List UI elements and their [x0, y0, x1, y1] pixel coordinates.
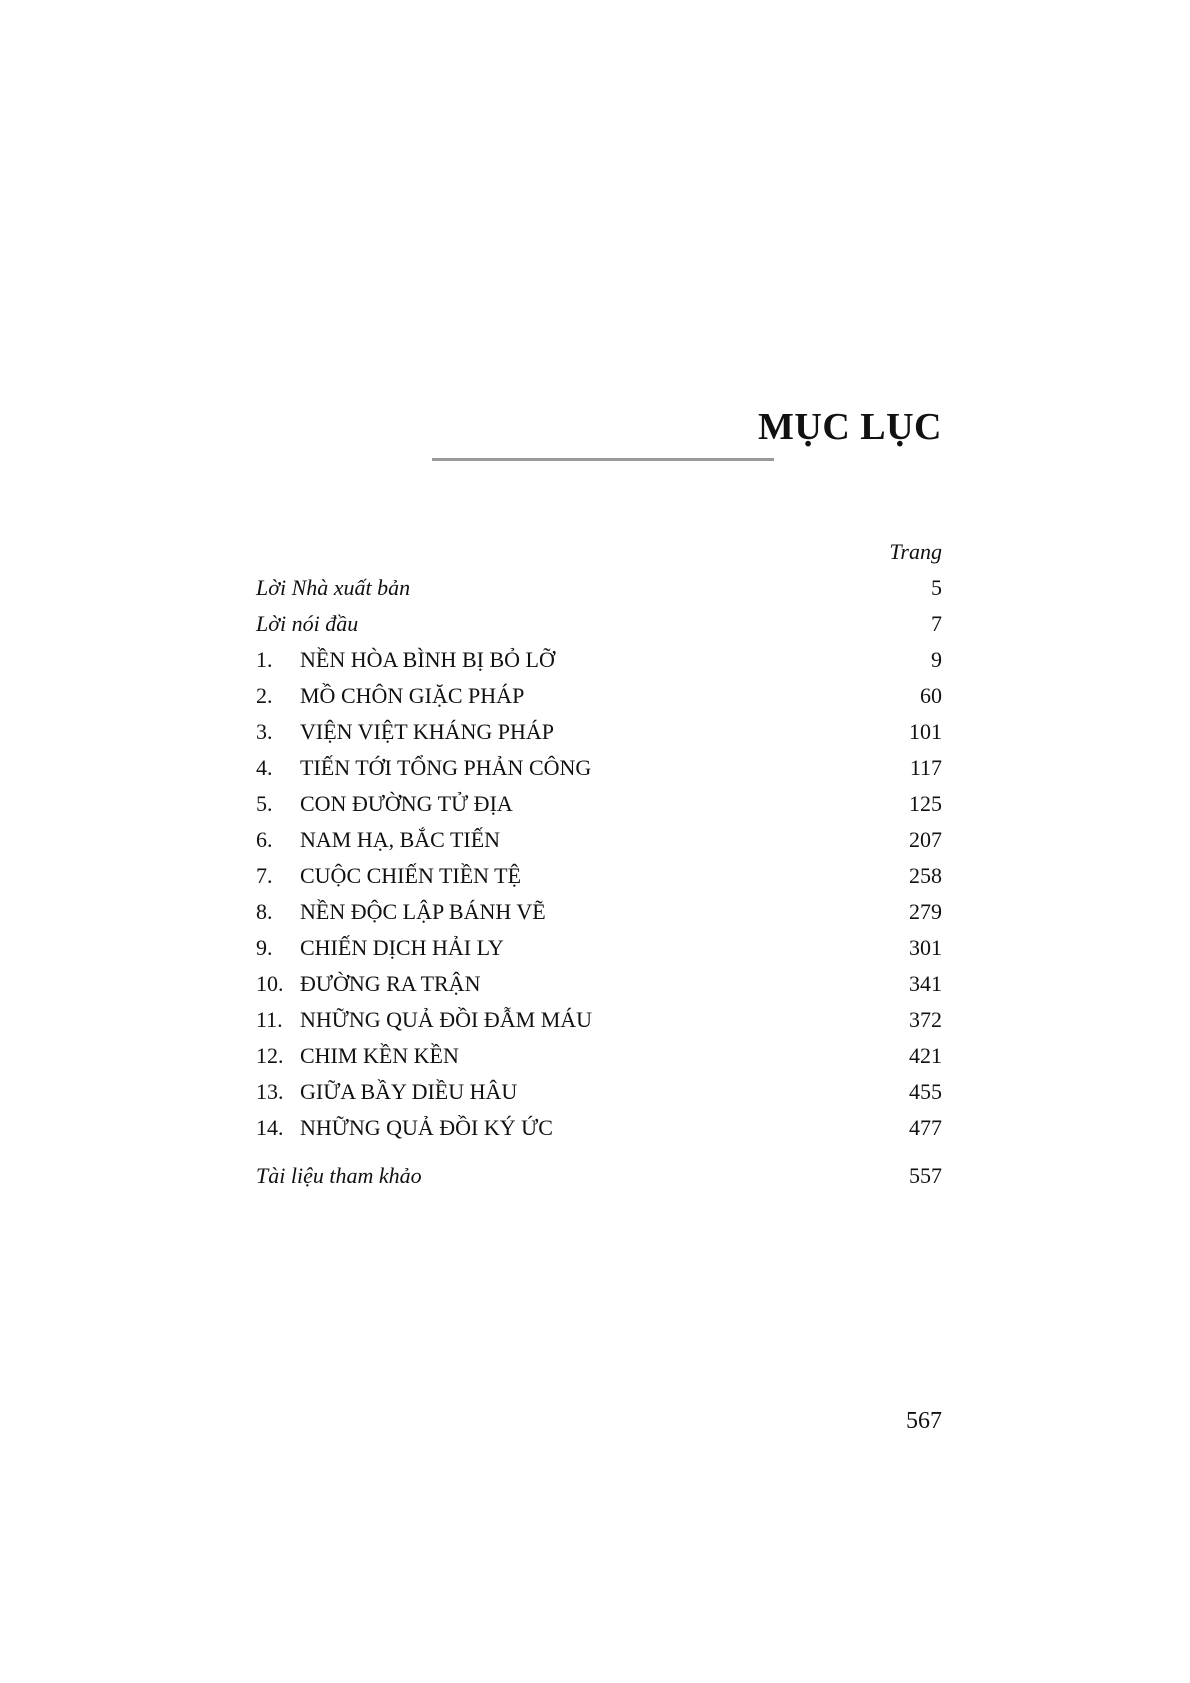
- chapter-page: 372: [909, 1007, 942, 1032]
- toc-entry-page: 7: [931, 611, 942, 636]
- chapter-title: CUỘC CHIẾN TIỀN TỆ: [300, 863, 522, 888]
- toc-chapter-1: [256, 642, 942, 678]
- chapter-title: CHIẾN DỊCH HẢI LY: [300, 935, 504, 960]
- chapter-title: CHIM KỀN KỀN: [300, 1043, 459, 1068]
- chapter-number: 7.: [256, 863, 273, 888]
- chapter-title: NHỮNG QUẢ ĐỒI KÝ ỨC: [300, 1115, 553, 1140]
- toc-chapter-3: [256, 714, 942, 750]
- chapter-title: MỒ CHÔN GIẶC PHÁP: [300, 683, 525, 708]
- chapter-number: 9.: [256, 935, 273, 960]
- chapter-number: 4.: [256, 755, 273, 780]
- toc-chapter-7: [256, 858, 942, 894]
- chapter-number: 6.: [256, 827, 273, 852]
- toc-entry-label: Tài liệu tham khảo: [256, 1163, 422, 1188]
- chapter-number: 8.: [256, 899, 273, 924]
- chapter-page: 101: [909, 719, 942, 744]
- toc-chapter-13: [256, 1074, 942, 1110]
- toc-chapter-6: [256, 822, 942, 858]
- chapter-number: 1.: [256, 647, 273, 672]
- chapter-title: VIỆN VIỆT KHÁNG PHÁP: [300, 719, 555, 744]
- page-number: 567: [906, 1408, 942, 1434]
- chapter-number: 10.: [256, 971, 284, 996]
- toc-entry-front-2: [256, 606, 942, 642]
- toc-chapter-4: [256, 750, 942, 786]
- chapter-page: 341: [909, 971, 942, 996]
- chapter-page: 279: [909, 899, 942, 924]
- toc-entry-page: 557: [909, 1163, 942, 1188]
- toc-chapter-5: [256, 786, 942, 822]
- toc-entry-front-1: [256, 570, 942, 606]
- chapter-title: NHỮNG QUẢ ĐỒI ĐẪM MÁU: [300, 1007, 593, 1032]
- chapter-number: 3.: [256, 719, 273, 744]
- toc-chapter-11: [256, 1002, 942, 1038]
- chapter-page: 207: [909, 827, 942, 852]
- title-underline: [432, 458, 774, 461]
- toc-chapter-2: [256, 678, 942, 714]
- toc-entry-label: Lời Nhà xuất bản: [256, 575, 411, 600]
- toc-entry-back-1: [256, 1158, 942, 1194]
- chapter-title: TIẾN TỚI TỔNG PHẢN CÔNG: [300, 755, 592, 780]
- chapter-number: 14.: [256, 1115, 284, 1140]
- chapter-page: 301: [909, 935, 942, 960]
- toc-entry-page: 5: [931, 575, 942, 600]
- toc-entry-label: Lời nói đầu: [256, 611, 359, 636]
- toc-chapter-14: [256, 1110, 942, 1146]
- chapter-title: NỀN ĐỘC LẬP BÁNH VẼ: [300, 899, 546, 924]
- chapter-page: 455: [909, 1079, 942, 1104]
- chapter-title: CON ĐƯỜNG TỬ ĐỊA: [300, 791, 513, 816]
- toc-chapter-8: [256, 894, 942, 930]
- table-of-contents: [256, 534, 942, 1194]
- toc-chapter-12: [256, 1038, 942, 1074]
- chapter-page: 258: [909, 863, 942, 888]
- chapter-page: 421: [909, 1043, 942, 1068]
- chapter-page: 117: [909, 755, 942, 780]
- chapter-page: 125: [909, 791, 942, 816]
- chapter-number: 2.: [256, 683, 273, 708]
- chapter-page: 60: [920, 683, 942, 708]
- toc-chapter-9: [256, 930, 942, 966]
- chapter-number: 12.: [256, 1043, 284, 1068]
- toc-chapter-10: [256, 966, 942, 1002]
- chapter-number: 13.: [256, 1079, 284, 1104]
- chapter-number: 11.: [256, 1007, 283, 1032]
- chapter-title: ĐƯỜNG RA TRẬN: [300, 971, 481, 996]
- chapter-title: GIỮA BẦY DIỀU HÂU: [300, 1079, 518, 1104]
- page-column-header: Trang: [889, 539, 942, 564]
- page-title: MỤC LỤC: [758, 406, 942, 448]
- chapter-title: NAM HẠ, BẮC TIẾN: [300, 827, 501, 852]
- chapter-page: 477: [909, 1115, 942, 1140]
- chapter-number: 5.: [256, 791, 273, 816]
- chapter-title: NỀN HÒA BÌNH BỊ BỎ LỠ: [300, 647, 555, 672]
- chapter-page: 9: [931, 647, 942, 672]
